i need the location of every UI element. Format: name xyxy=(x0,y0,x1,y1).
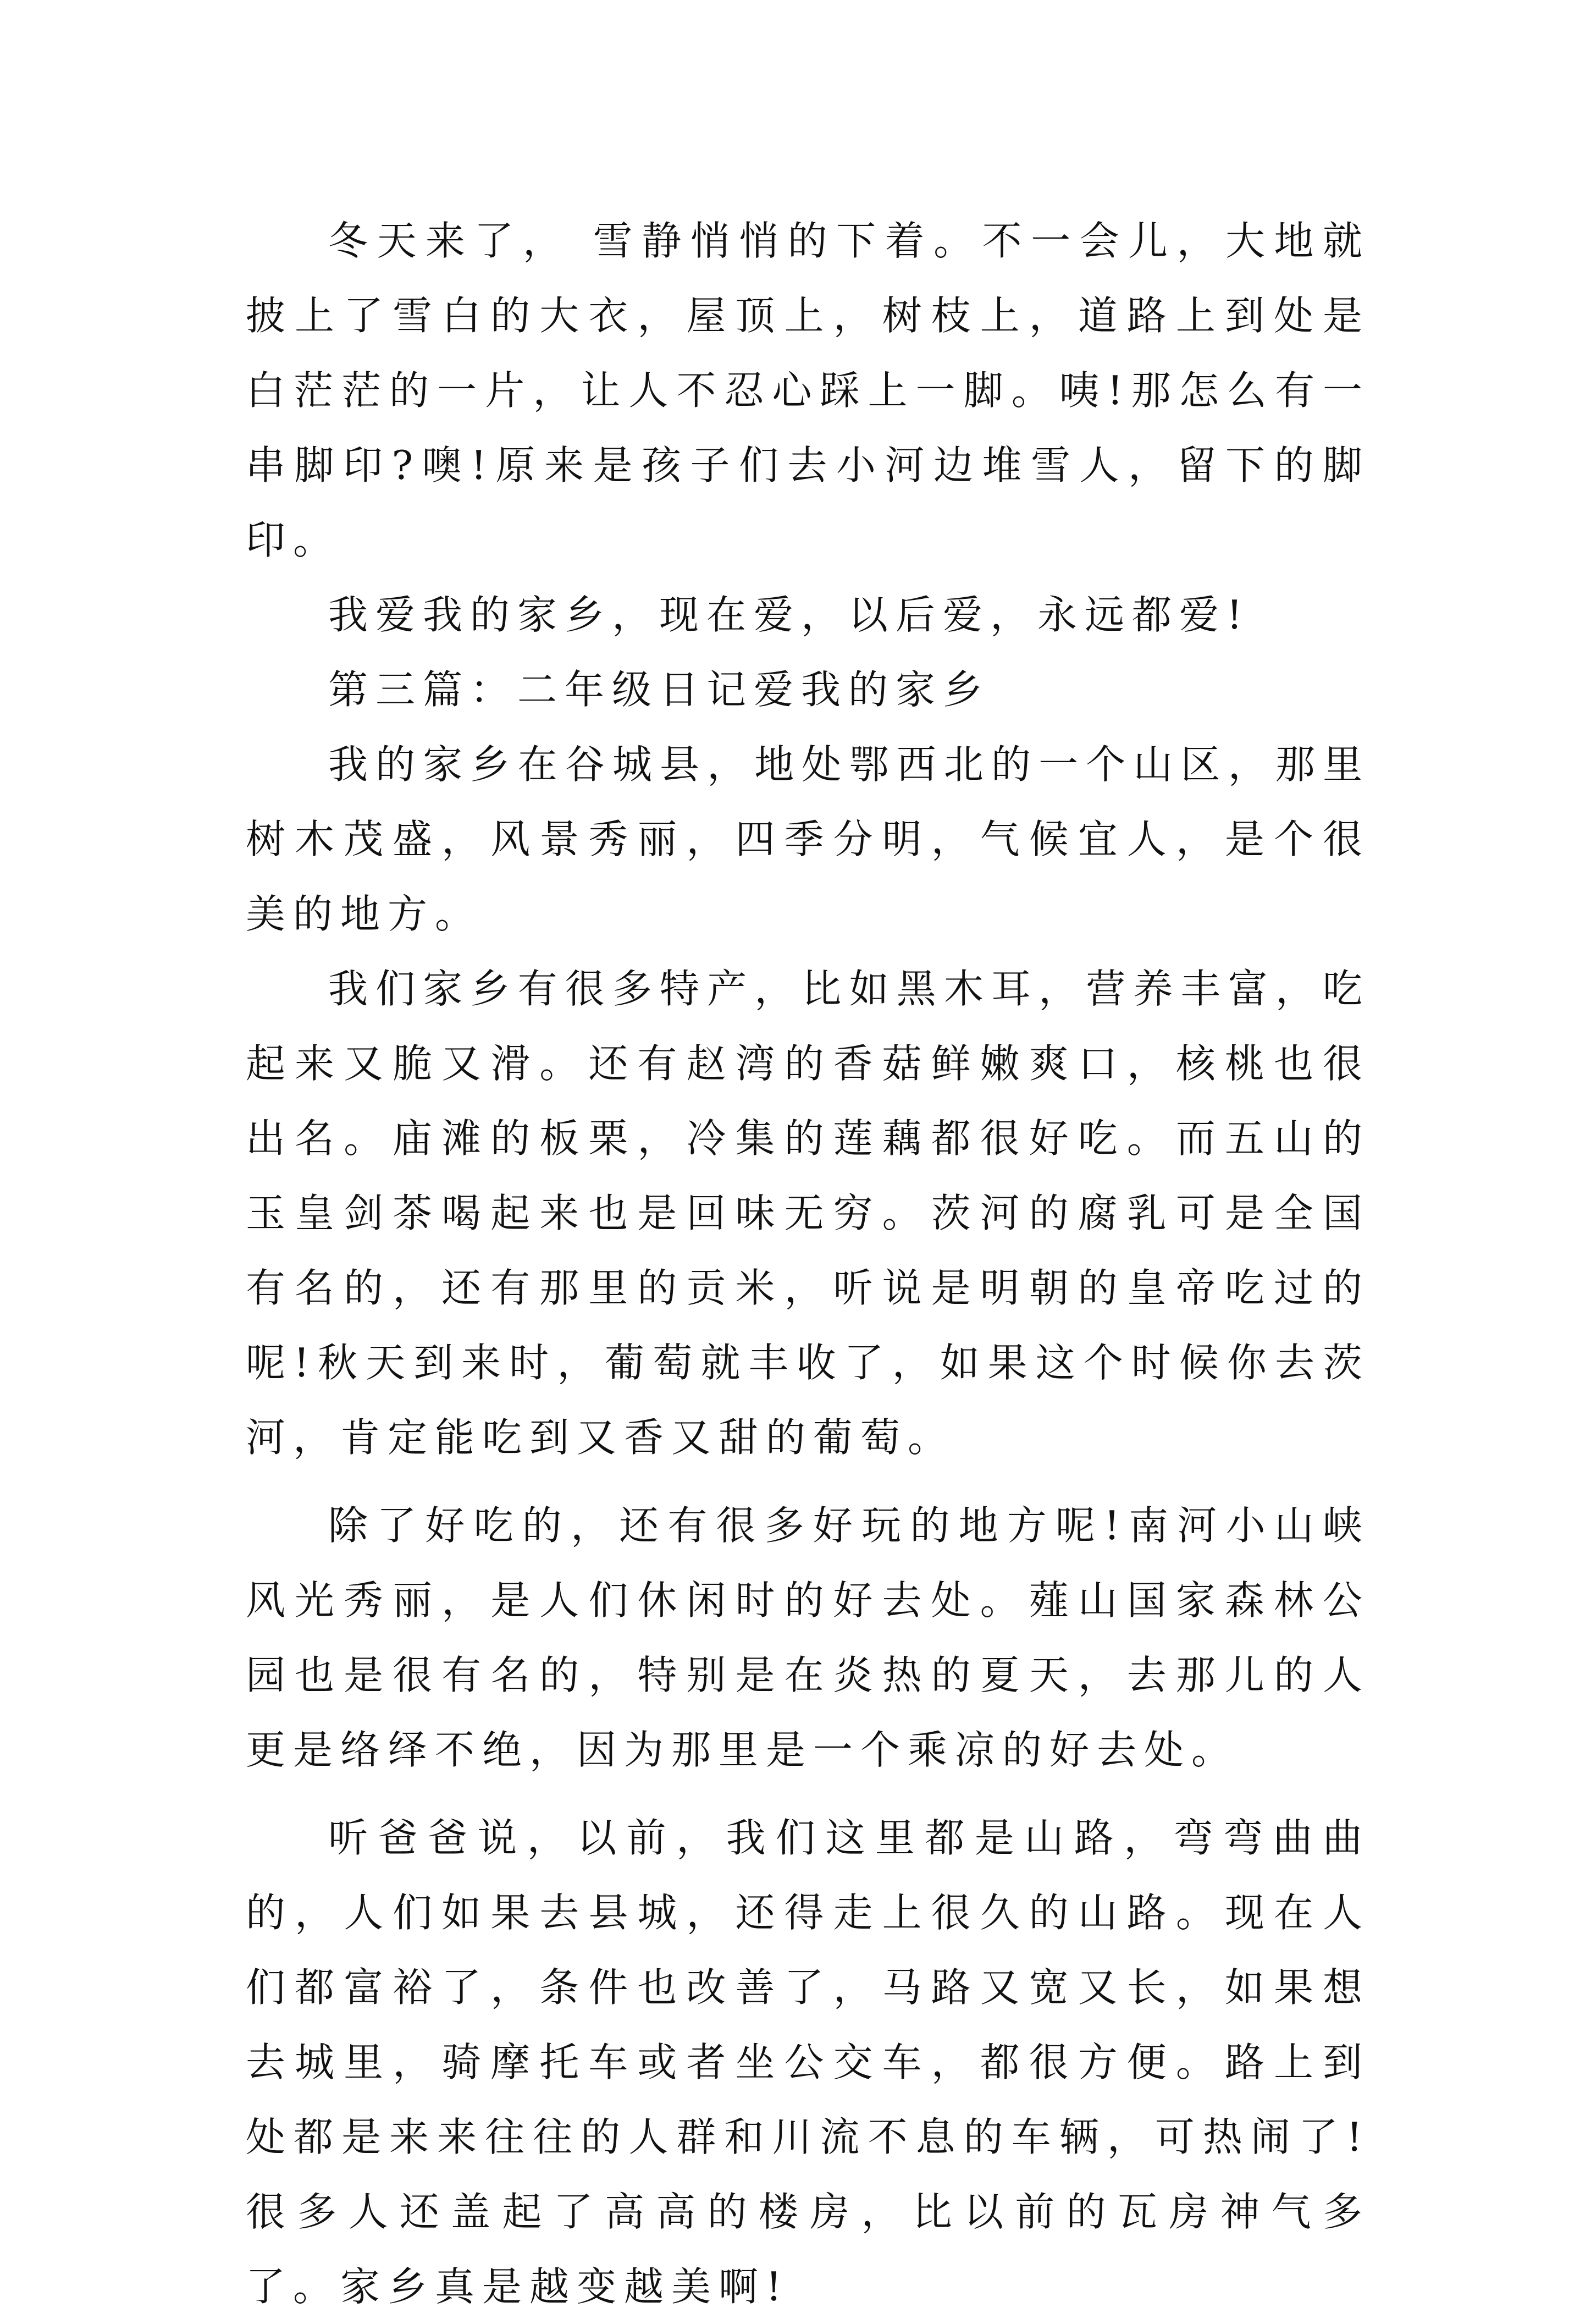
paragraph-specialties: 我们家乡有很多特产，比如黑木耳，营养丰富，吃起来又脆又滑。还有赵湾的香菇鲜嫩爽口，核桃也很出名。庙滩的板栗，冷集的莲藕都很好吃。而五山的玉皇剑茶喝起来也是回味无穷。茨河的腐乳可是全国有名的，还有那里的贡米，听说是明朝的皇帝吃过的呢!秋天到来时，葡萄就丰收了，如果这个时候你去茨河，肯定能吃到又香又甜的葡萄。 xyxy=(246,966,1370,1461)
section-title: 第三篇：二年级日记爱我的家乡 xyxy=(328,667,991,713)
paragraph-hometown-intro: 我的家乡在谷城县，地处鄂西北的一个山区，那里树木茂盛，风景秀丽，四季分明，气候宜人，是个很美的地方。 xyxy=(246,741,1370,937)
paragraph-winter-snow: 冬天来了， 雪静悄悄的下着。不一会儿，大地就披上了雪白的大衣，屋顶上，树枝上，道路上到处是白茫茫的一片，让人不忍心踩上一脚。咦!那怎么有一串脚印?噢!原来是孩子们去小河边堆雪人，留下的脚印。 xyxy=(246,218,1370,563)
paragraph-changes: 听爸爸说，以前，我们这里都是山路，弯弯曲曲的，人们如果去县城，还得走上很久的山路。现在人们都富裕了，条件也改善了，马路又宽又长，如果想去城里，骑摩托车或者坐公交车，都很方便。路上到处都是来来往往的人群和川流不息的车辆，可热闹了!很多人还盖起了高高的楼房，比以前的瓦房神气多了。家乡真是越变越美啊! xyxy=(246,1815,1370,2310)
paragraph-love-hometown: 我爱我的家乡，现在爱，以后爱，永远都爱! xyxy=(328,592,1250,638)
document-body xyxy=(246,203,1370,2324)
paragraph-scenic-spots: 除了好吃的，还有很多好玩的地方呢!南河小山峡风光秀丽，是人们休闲时的好去处。薤山国家森林公园也是很有名的，特别是在炎热的夏天，去那儿的人更是络绎不绝，因为那里是一个乘凉的好去处。 xyxy=(246,1502,1370,1773)
